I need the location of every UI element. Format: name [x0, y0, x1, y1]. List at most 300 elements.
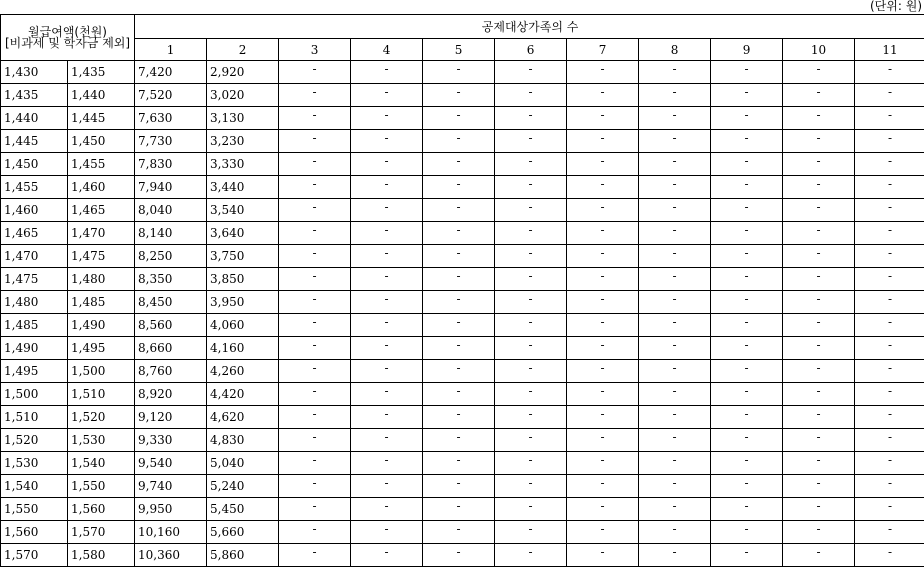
empty-mark: -: [384, 454, 388, 466]
family-count-col-2: 2: [207, 39, 279, 61]
tax-family-5-cell: [423, 521, 495, 544]
empty-mark: -: [888, 500, 892, 512]
tax-family-4-cell: [351, 291, 423, 314]
empty-mark: -: [816, 316, 820, 328]
empty-mark: -: [816, 362, 820, 374]
empty-mark: -: [672, 201, 676, 213]
empty-mark: -: [312, 109, 316, 121]
tax-family-6-cell: [495, 475, 567, 498]
tax-family-3-cell: [279, 107, 351, 130]
empty-mark: -: [744, 270, 748, 282]
salary-to-cell: 1,530: [68, 429, 135, 452]
tax-family-10-cell: [783, 475, 855, 498]
empty-mark: -: [744, 247, 748, 259]
empty-mark: -: [888, 293, 892, 305]
tax-family-7-cell: [567, 429, 639, 452]
tax-family-5-cell: [423, 498, 495, 521]
salary-from-cell: 1,480: [1, 291, 68, 314]
empty-mark: -: [384, 270, 388, 282]
empty-mark: -: [528, 201, 532, 213]
empty-mark: -: [672, 270, 676, 282]
empty-mark: -: [888, 546, 892, 558]
empty-mark: -: [672, 385, 676, 397]
table-row: [1, 314, 924, 337]
tax-family-1-cell: 8,760: [135, 360, 207, 383]
empty-mark: -: [600, 201, 604, 213]
tax-family-7-cell: [567, 360, 639, 383]
empty-mark: -: [888, 86, 892, 98]
tax-family-2-cell: 3,020: [207, 84, 279, 107]
tax-family-3-cell: [279, 360, 351, 383]
tax-family-7-cell: [567, 314, 639, 337]
salary-to-cell: 1,450: [68, 130, 135, 153]
tax-family-10-cell: [783, 84, 855, 107]
empty-mark: -: [528, 293, 532, 305]
salary-from-cell: 1,530: [1, 452, 68, 475]
empty-mark: -: [384, 523, 388, 535]
tax-family-11-cell: [855, 130, 924, 153]
tax-family-10-cell: [783, 245, 855, 268]
tax-family-6-cell: [495, 406, 567, 429]
salary-from-cell: 1,500: [1, 383, 68, 406]
table-row: [1, 107, 924, 130]
tax-family-5-cell: [423, 153, 495, 176]
empty-mark: -: [888, 132, 892, 144]
empty-mark: -: [600, 408, 604, 420]
tax-family-7-cell: [567, 521, 639, 544]
empty-mark: -: [312, 477, 316, 489]
empty-mark: -: [600, 224, 604, 236]
empty-mark: -: [816, 546, 820, 558]
salary-from-cell: 1,510: [1, 406, 68, 429]
empty-mark: -: [816, 224, 820, 236]
tax-family-11-cell: [855, 429, 924, 452]
empty-mark: -: [888, 178, 892, 190]
empty-mark: -: [816, 155, 820, 167]
empty-mark: -: [672, 408, 676, 420]
salary-to-cell: 1,495: [68, 337, 135, 360]
empty-mark: -: [384, 63, 388, 75]
empty-mark: -: [744, 362, 748, 374]
tax-family-4-cell: [351, 245, 423, 268]
tax-family-1-cell: 9,120: [135, 406, 207, 429]
salary-from-cell: 1,520: [1, 429, 68, 452]
empty-mark: -: [384, 132, 388, 144]
tax-family-3-cell: [279, 314, 351, 337]
salary-to-cell: 1,510: [68, 383, 135, 406]
tax-family-8-cell: [639, 61, 711, 84]
salary-from-cell: 1,475: [1, 268, 68, 291]
empty-mark: -: [600, 339, 604, 351]
tax-family-1-cell: 8,450: [135, 291, 207, 314]
tax-family-11-cell: [855, 107, 924, 130]
tax-family-5-cell: [423, 406, 495, 429]
empty-mark: -: [312, 408, 316, 420]
tax-family-7-cell: [567, 291, 639, 314]
empty-mark: -: [384, 385, 388, 397]
tax-family-7-cell: [567, 107, 639, 130]
tax-family-1-cell: 9,950: [135, 498, 207, 521]
empty-mark: -: [456, 316, 460, 328]
empty-mark: -: [744, 385, 748, 397]
table-row: [1, 84, 924, 107]
tax-family-11-cell: [855, 153, 924, 176]
empty-mark: -: [888, 431, 892, 443]
empty-mark: -: [672, 477, 676, 489]
empty-mark: -: [528, 316, 532, 328]
tax-family-8-cell: [639, 544, 711, 567]
empty-mark: -: [744, 477, 748, 489]
empty-mark: -: [816, 132, 820, 144]
tax-family-3-cell: [279, 291, 351, 314]
empty-mark: -: [816, 109, 820, 121]
tax-family-2-cell: 4,260: [207, 360, 279, 383]
tax-family-9-cell: [711, 199, 783, 222]
empty-mark: -: [456, 155, 460, 167]
empty-mark: -: [528, 63, 532, 75]
empty-mark: -: [528, 385, 532, 397]
tax-family-1-cell: 7,730: [135, 130, 207, 153]
empty-mark: -: [384, 178, 388, 190]
empty-mark: -: [600, 63, 604, 75]
salary-from-cell: 1,550: [1, 498, 68, 521]
salary-from-cell: 1,485: [1, 314, 68, 337]
empty-mark: -: [384, 546, 388, 558]
empty-mark: -: [888, 63, 892, 75]
tax-family-9-cell: [711, 498, 783, 521]
table-row: [1, 337, 924, 360]
tax-family-10-cell: [783, 153, 855, 176]
tax-family-8-cell: [639, 498, 711, 521]
empty-mark: -: [672, 500, 676, 512]
salary-to-cell: 1,435: [68, 61, 135, 84]
salary-from-cell: 1,490: [1, 337, 68, 360]
empty-mark: -: [456, 224, 460, 236]
empty-mark: -: [888, 155, 892, 167]
tax-family-3-cell: [279, 337, 351, 360]
empty-mark: -: [528, 155, 532, 167]
empty-mark: -: [888, 523, 892, 535]
empty-mark: -: [384, 86, 388, 98]
empty-mark: -: [744, 408, 748, 420]
salary-to-cell: 1,455: [68, 153, 135, 176]
tax-family-8-cell: [639, 291, 711, 314]
empty-mark: -: [528, 132, 532, 144]
empty-mark: -: [744, 63, 748, 75]
empty-mark: -: [600, 431, 604, 443]
empty-mark: -: [456, 431, 460, 443]
salary-to-cell: 1,485: [68, 291, 135, 314]
empty-mark: -: [816, 431, 820, 443]
empty-mark: -: [888, 224, 892, 236]
empty-mark: -: [816, 454, 820, 466]
tax-family-10-cell: [783, 130, 855, 153]
empty-mark: -: [744, 523, 748, 535]
tax-family-6-cell: [495, 337, 567, 360]
empty-mark: -: [312, 132, 316, 144]
tax-family-9-cell: [711, 383, 783, 406]
tax-family-2-cell: 4,060: [207, 314, 279, 337]
tax-family-1-cell: 8,660: [135, 337, 207, 360]
salary-to-cell: 1,520: [68, 406, 135, 429]
tax-family-5-cell: [423, 544, 495, 567]
empty-mark: -: [528, 247, 532, 259]
empty-mark: -: [744, 224, 748, 236]
family-count-col-6: 6: [495, 39, 567, 61]
tax-family-5-cell: [423, 84, 495, 107]
tax-family-9-cell: [711, 314, 783, 337]
empty-mark: -: [384, 109, 388, 121]
tax-family-4-cell: [351, 153, 423, 176]
tax-family-8-cell: [639, 475, 711, 498]
tax-family-4-cell: [351, 360, 423, 383]
salary-from-cell: 1,435: [1, 84, 68, 107]
empty-mark: -: [528, 109, 532, 121]
empty-mark: -: [888, 316, 892, 328]
salary-from-cell: 1,495: [1, 360, 68, 383]
salary-to-cell: 1,440: [68, 84, 135, 107]
empty-mark: -: [384, 500, 388, 512]
family-count-col-1: 1: [135, 39, 207, 61]
empty-mark: -: [312, 63, 316, 75]
empty-mark: -: [312, 546, 316, 558]
empty-mark: -: [528, 454, 532, 466]
empty-mark: -: [816, 339, 820, 351]
tax-family-10-cell: [783, 429, 855, 452]
tax-family-9-cell: [711, 84, 783, 107]
empty-mark: -: [672, 431, 676, 443]
empty-mark: -: [528, 431, 532, 443]
table-row: [1, 130, 924, 153]
tax-family-3-cell: [279, 544, 351, 567]
tax-family-3-cell: [279, 406, 351, 429]
empty-mark: -: [672, 224, 676, 236]
empty-mark: -: [456, 477, 460, 489]
empty-mark: -: [816, 385, 820, 397]
empty-mark: -: [456, 109, 460, 121]
tax-family-7-cell: [567, 452, 639, 475]
tax-family-10-cell: [783, 314, 855, 337]
tax-family-6-cell: [495, 153, 567, 176]
empty-mark: -: [888, 477, 892, 489]
family-count-header: 공제대상가족의 수: [135, 15, 924, 39]
tax-family-6-cell: [495, 176, 567, 199]
tax-family-3-cell: [279, 61, 351, 84]
empty-mark: -: [672, 316, 676, 328]
tax-family-10-cell: [783, 544, 855, 567]
tax-family-1-cell: 7,940: [135, 176, 207, 199]
empty-mark: -: [528, 224, 532, 236]
tax-family-3-cell: [279, 498, 351, 521]
empty-mark: -: [744, 339, 748, 351]
tax-family-6-cell: [495, 291, 567, 314]
tax-family-10-cell: [783, 176, 855, 199]
tax-family-8-cell: [639, 222, 711, 245]
empty-mark: -: [528, 546, 532, 558]
tax-family-3-cell: [279, 153, 351, 176]
empty-mark: -: [312, 339, 316, 351]
salary-to-cell: 1,550: [68, 475, 135, 498]
tax-family-1-cell: 8,560: [135, 314, 207, 337]
tax-family-3-cell: [279, 130, 351, 153]
empty-mark: -: [600, 454, 604, 466]
tax-family-7-cell: [567, 498, 639, 521]
tax-family-4-cell: [351, 61, 423, 84]
tax-family-1-cell: 7,420: [135, 61, 207, 84]
tax-family-9-cell: [711, 245, 783, 268]
empty-mark: -: [456, 247, 460, 259]
tax-family-2-cell: 3,130: [207, 107, 279, 130]
empty-mark: -: [672, 63, 676, 75]
salary-label-line-2: [비과세 및 학자금 제외]: [5, 36, 130, 50]
tax-family-3-cell: [279, 521, 351, 544]
tax-family-11-cell: [855, 452, 924, 475]
tax-family-11-cell: [855, 222, 924, 245]
salary-label-line-1: 월급여액(천원): [28, 25, 107, 39]
empty-mark: -: [600, 247, 604, 259]
empty-mark: -: [888, 247, 892, 259]
tax-family-11-cell: [855, 337, 924, 360]
tax-family-10-cell: [783, 337, 855, 360]
tax-family-5-cell: [423, 245, 495, 268]
tax-family-3-cell: [279, 199, 351, 222]
tax-family-6-cell: [495, 222, 567, 245]
tax-family-1-cell: 8,140: [135, 222, 207, 245]
empty-mark: -: [672, 293, 676, 305]
tax-family-6-cell: [495, 498, 567, 521]
tax-family-2-cell: 3,750: [207, 245, 279, 268]
tax-family-11-cell: [855, 84, 924, 107]
empty-mark: -: [672, 86, 676, 98]
empty-mark: -: [312, 500, 316, 512]
tax-family-11-cell: [855, 291, 924, 314]
empty-mark: -: [384, 293, 388, 305]
empty-mark: -: [672, 523, 676, 535]
tax-family-8-cell: [639, 383, 711, 406]
table-row: [1, 429, 924, 452]
table-row: [1, 452, 924, 475]
table-row: [1, 360, 924, 383]
tax-family-2-cell: 3,640: [207, 222, 279, 245]
tax-family-9-cell: [711, 452, 783, 475]
empty-mark: -: [744, 293, 748, 305]
empty-mark: -: [600, 109, 604, 121]
empty-mark: -: [312, 178, 316, 190]
table-row: [1, 245, 924, 268]
empty-mark: -: [600, 385, 604, 397]
empty-mark: -: [312, 454, 316, 466]
tax-family-6-cell: [495, 130, 567, 153]
table-row: [1, 176, 924, 199]
table-row: [1, 291, 924, 314]
salary-from-cell: 1,570: [1, 544, 68, 567]
family-count-col-9: 9: [711, 39, 783, 61]
salary-from-cell: 1,445: [1, 130, 68, 153]
empty-mark: -: [312, 155, 316, 167]
tax-family-8-cell: [639, 521, 711, 544]
tax-family-1-cell: 8,250: [135, 245, 207, 268]
empty-mark: -: [312, 270, 316, 282]
empty-mark: -: [384, 408, 388, 420]
tax-family-10-cell: [783, 107, 855, 130]
salary-range-header: [1, 15, 135, 61]
tax-family-9-cell: [711, 291, 783, 314]
tax-family-5-cell: [423, 429, 495, 452]
tax-family-3-cell: [279, 176, 351, 199]
family-count-col-10: 10: [783, 39, 855, 61]
salary-to-cell: 1,490: [68, 314, 135, 337]
tax-family-1-cell: 9,330: [135, 429, 207, 452]
empty-mark: -: [888, 109, 892, 121]
withholding-tax-table: [0, 14, 924, 567]
tax-family-2-cell: 5,450: [207, 498, 279, 521]
tax-family-3-cell: [279, 268, 351, 291]
tax-family-9-cell: [711, 222, 783, 245]
salary-to-cell: 1,465: [68, 199, 135, 222]
empty-mark: -: [744, 109, 748, 121]
table-row: [1, 153, 924, 176]
empty-mark: -: [312, 224, 316, 236]
tax-family-3-cell: [279, 429, 351, 452]
tax-family-9-cell: [711, 61, 783, 84]
unit-note: (단위: 원): [870, 0, 922, 14]
salary-to-cell: 1,570: [68, 521, 135, 544]
family-count-col-11: 11: [855, 39, 924, 61]
tax-family-10-cell: [783, 268, 855, 291]
empty-mark: -: [456, 86, 460, 98]
salary-from-cell: 1,455: [1, 176, 68, 199]
empty-mark: -: [456, 362, 460, 374]
tax-family-7-cell: [567, 337, 639, 360]
tax-family-2-cell: 4,620: [207, 406, 279, 429]
tax-family-11-cell: [855, 314, 924, 337]
tax-family-2-cell: 4,420: [207, 383, 279, 406]
empty-mark: -: [312, 86, 316, 98]
tax-family-6-cell: [495, 84, 567, 107]
tax-family-7-cell: [567, 199, 639, 222]
empty-mark: -: [312, 316, 316, 328]
tax-family-1-cell: 9,740: [135, 475, 207, 498]
tax-family-10-cell: [783, 406, 855, 429]
tax-family-2-cell: 3,230: [207, 130, 279, 153]
salary-to-cell: 1,445: [68, 107, 135, 130]
table-row: [1, 498, 924, 521]
tax-family-7-cell: [567, 268, 639, 291]
empty-mark: -: [744, 316, 748, 328]
empty-mark: -: [312, 362, 316, 374]
tax-family-6-cell: [495, 544, 567, 567]
empty-mark: -: [744, 500, 748, 512]
salary-from-cell: 1,560: [1, 521, 68, 544]
tax-family-3-cell: [279, 475, 351, 498]
empty-mark: -: [312, 431, 316, 443]
empty-mark: -: [672, 247, 676, 259]
empty-mark: -: [672, 109, 676, 121]
tax-family-2-cell: 3,330: [207, 153, 279, 176]
empty-mark: -: [672, 546, 676, 558]
empty-mark: -: [888, 362, 892, 374]
empty-mark: -: [672, 132, 676, 144]
tax-family-5-cell: [423, 291, 495, 314]
empty-mark: -: [672, 339, 676, 351]
empty-mark: -: [600, 178, 604, 190]
empty-mark: -: [384, 155, 388, 167]
tax-family-8-cell: [639, 199, 711, 222]
family-count-col-3: 3: [279, 39, 351, 61]
family-count-col-7: 7: [567, 39, 639, 61]
tax-family-6-cell: [495, 521, 567, 544]
salary-from-cell: 1,540: [1, 475, 68, 498]
